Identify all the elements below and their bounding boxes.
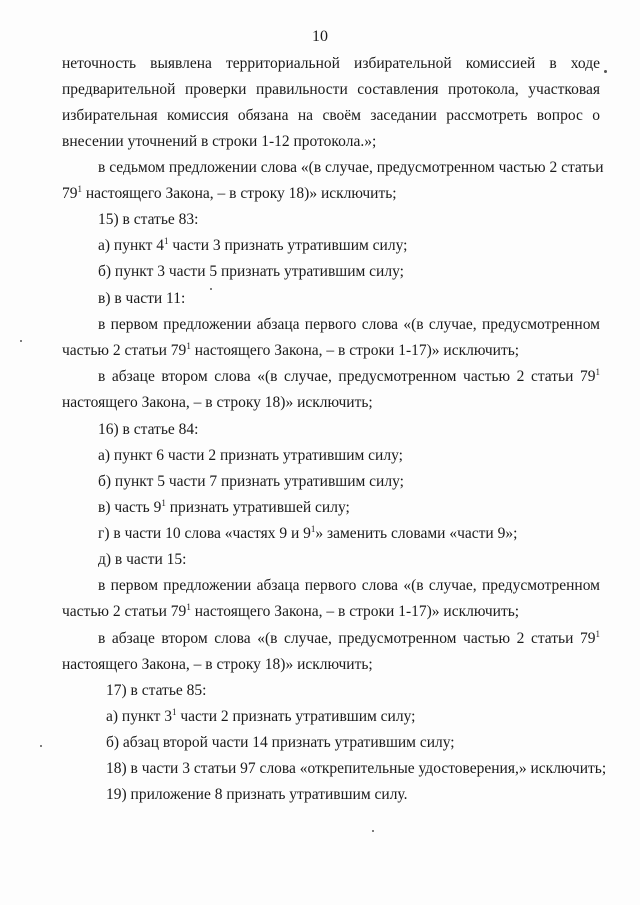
list-item: б) абзац второй части 14 признать утратившим силу; (106, 734, 455, 751)
text-line: в первом предложении абзаца первого слова «(в случае, предусмотренном (98, 577, 600, 594)
text-line: неточность выявлена территориальной избирательной комиссией в ходе (62, 55, 600, 72)
text-line: в абзаце втором слова «(в случае, предусмотренном частью 2 статьи $79^1$ (98, 367, 600, 385)
list-item: а) пункт 6 части 2 признать утратившим силу; (98, 447, 403, 464)
superscript: 1 (77, 184, 82, 194)
list-item: 19) приложение 8 признать утратившим силу. (106, 786, 408, 803)
text-line: предварительной проверки правильности составления протокола, участковая (62, 81, 600, 98)
scan-speck (210, 288, 212, 290)
list-item: а) пункт $3^1$ части 2 признать утратившим силу; (106, 707, 416, 725)
text-line: в абзаце втором слова «(в случае, предусмотренном частью 2 статьи $79^1$ (98, 629, 600, 647)
text-line: в первом предложении абзаца первого слова «(в случае, предусмотренном (98, 316, 600, 333)
superscript: 1 (595, 629, 600, 639)
scan-speck (604, 70, 607, 73)
text-line: внесении уточнений в строки 1-12 протокола.»; (62, 133, 377, 150)
superscript: 1 (595, 367, 600, 377)
list-item: в) в части 11: (98, 290, 186, 307)
list-item: б) пункт 3 части 5 признать утратившим силу; (98, 263, 404, 280)
superscript: 1 (171, 707, 177, 717)
text-line: частью 2 статьи $79^1$ настоящего Закона, – в строки 1-17)» исключить; (62, 602, 520, 620)
list-item: в) часть $9^1$ признать утратившей силу; (98, 498, 350, 516)
superscript: 1 (186, 341, 191, 351)
superscript: 1 (186, 602, 191, 612)
list-item: б) пункт 5 части 7 признать утратившим силу; (98, 473, 404, 490)
list-item: а) пункт $4^1$ части 3 признать утратившим силу; (98, 236, 408, 254)
text-line: частью 2 статьи $79^1$ настоящего Закона, – в строки 1-17)» исключить; (62, 341, 520, 359)
list-item: 18) в части 3 статьи 97 слова «открепительные удостоверения,» исключить; (106, 760, 607, 777)
text-line: избирательная комиссия обязана на своём заседании рассмотреть вопрос о (62, 107, 600, 124)
text-line: настоящего Закона, – в строку 18)» исключить; (62, 394, 373, 411)
text-line: $79^1$ настоящего Закона, – в строку 18)» исключить; (62, 184, 397, 202)
list-item-heading: 17) в статье 85: (106, 682, 207, 699)
text-line: настоящего Закона, – в строку 18)» исключить; (62, 656, 373, 673)
list-item: д) в части 15: (98, 551, 187, 568)
superscript: 1 (310, 524, 316, 534)
list-item: г) в части 10 слова «частях 9 и $9^1$» заменить словами «части 9»; (98, 524, 518, 542)
superscript: 1 (161, 498, 166, 508)
list-item-heading: 16) в статье 84: (98, 421, 199, 438)
scan-speck (372, 830, 374, 832)
scan-speck (20, 340, 22, 342)
scan-speck (40, 745, 42, 747)
text-line: в седьмом предложении слова «(в случае, предусмотренном частью 2 статьи (98, 159, 604, 176)
superscript: 1 (163, 236, 169, 246)
list-item-heading: 15) в статье 83: (98, 211, 199, 228)
page-number: 10 (312, 28, 328, 45)
